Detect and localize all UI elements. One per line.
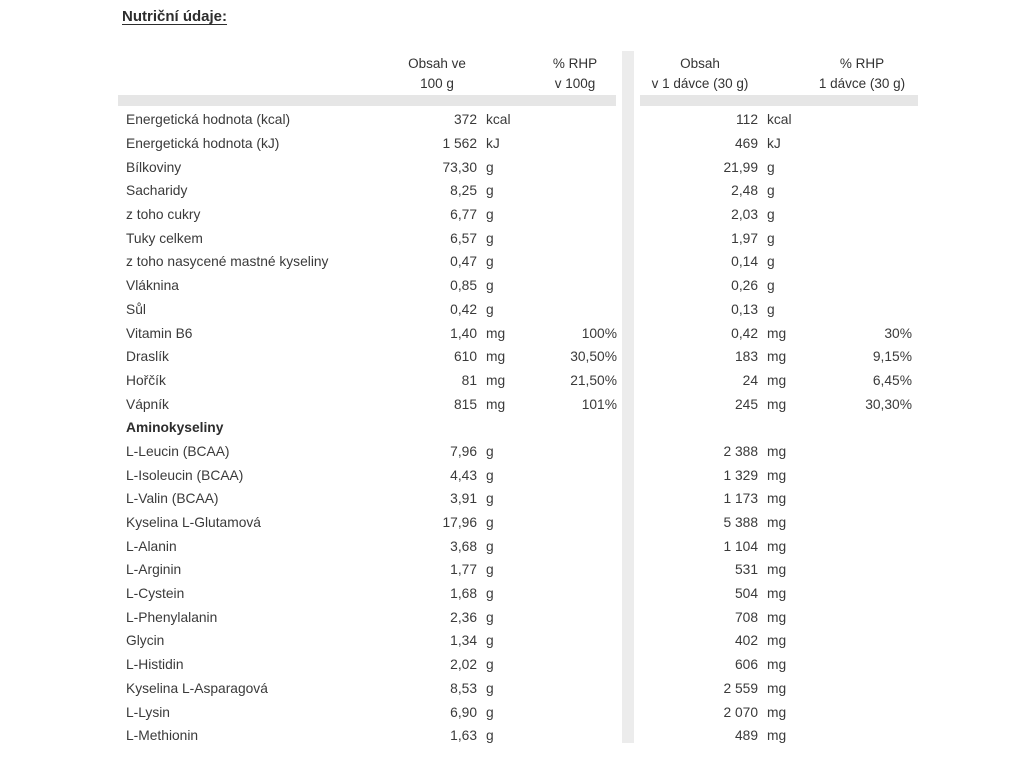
unit-per-serving: mg xyxy=(767,680,787,696)
unit-per-100g: g xyxy=(486,491,494,507)
unit-per-serving: g xyxy=(767,159,775,175)
table-row xyxy=(118,724,918,748)
table-row xyxy=(118,440,918,464)
row-label: Energetická hodnota (kJ) xyxy=(126,136,280,152)
value-per-serving: 0,42 xyxy=(731,325,758,341)
unit-per-serving: mg xyxy=(767,633,787,649)
table-row xyxy=(118,108,918,132)
unit-per-serving: mg xyxy=(767,538,787,554)
pct-rhp-per-100g: 30,50% xyxy=(570,349,617,365)
unit-per-serving: mg xyxy=(767,728,787,744)
unit-per-serving: mg xyxy=(767,467,787,483)
value-per-100g: 0,42 xyxy=(450,301,477,317)
value-per-100g: 1,63 xyxy=(450,728,477,744)
value-per-100g: 6,77 xyxy=(450,207,477,223)
table-rows xyxy=(118,108,918,748)
row-label: Tuky celkem xyxy=(126,230,203,246)
table-row xyxy=(118,511,918,535)
row-label: Kyselina L-Asparagová xyxy=(126,680,268,696)
pct-rhp-per-100g: 100% xyxy=(581,325,617,341)
row-label: L-Leucin (BCAA) xyxy=(126,443,230,459)
row-label: z toho cukry xyxy=(126,207,201,223)
unit-per-100g: g xyxy=(486,183,494,199)
unit-per-serving: g xyxy=(767,278,775,294)
row-label: Bílkoviny xyxy=(126,159,182,175)
value-per-100g: 815 xyxy=(453,396,477,412)
unit-per-serving: mg xyxy=(767,657,787,673)
row-label: Sůl xyxy=(126,301,146,317)
value-per-serving: 0,14 xyxy=(731,254,758,270)
table-row xyxy=(118,179,918,203)
value-per-100g: 4,43 xyxy=(450,467,477,483)
table-row xyxy=(118,155,918,179)
table-row xyxy=(118,203,918,227)
page-title: Nutriční údaje: xyxy=(122,8,228,25)
row-label: L-Valin (BCAA) xyxy=(126,491,219,507)
unit-per-100g: g xyxy=(486,443,494,459)
value-per-serving: 112 xyxy=(736,112,758,128)
row-label: Kyselina L-Glutamová xyxy=(126,515,261,531)
header-line: 100 g xyxy=(420,76,454,91)
unit-per-100g: kJ xyxy=(486,136,500,152)
value-per-100g: 1,68 xyxy=(450,586,477,602)
value-per-serving: 402 xyxy=(734,633,758,649)
row-label: L-Phenylalanin xyxy=(126,609,218,625)
table-row xyxy=(118,392,918,416)
unit-per-serving: kJ xyxy=(767,136,781,152)
header-line: % RHP xyxy=(839,56,885,71)
unit-per-serving: mg xyxy=(767,704,787,720)
unit-per-100g: g xyxy=(486,728,494,744)
table-row xyxy=(118,226,918,250)
column-divider xyxy=(622,51,634,743)
value-per-serving: 531 xyxy=(734,562,758,578)
header-line: 1 dávce (30 g) xyxy=(818,76,906,91)
value-per-serving: 469 xyxy=(734,136,758,152)
header-separator-right xyxy=(640,95,918,106)
unit-per-serving: mg xyxy=(767,349,787,365)
unit-per-serving: mg xyxy=(767,609,787,625)
unit-per-100g: g xyxy=(486,159,494,175)
unit-per-100g: g xyxy=(486,207,494,223)
value-per-serving: 5 388 xyxy=(723,515,758,531)
pct-rhp-per-100g: 101% xyxy=(581,396,617,412)
value-per-100g: 3,68 xyxy=(450,538,477,554)
header-separator-left xyxy=(118,95,616,106)
unit-per-serving: g xyxy=(767,254,775,270)
unit-per-100g: g xyxy=(486,278,494,294)
value-per-serving: 2 070 xyxy=(723,704,758,720)
unit-per-100g: g xyxy=(486,609,494,625)
table-row xyxy=(118,298,918,322)
value-per-100g: 1,40 xyxy=(450,325,477,341)
unit-per-100g: g xyxy=(486,562,494,578)
value-per-serving: 0,13 xyxy=(731,301,758,317)
table-row xyxy=(118,605,918,629)
value-per-serving: 1 329 xyxy=(723,467,758,483)
row-label: Aminokyseliny xyxy=(126,420,224,436)
table-row xyxy=(118,463,918,487)
row-label: L-Arginin xyxy=(126,562,182,578)
unit-per-100g: g xyxy=(486,515,494,531)
value-per-serving: 183 xyxy=(734,349,758,365)
table-row xyxy=(118,653,918,677)
unit-per-100g: g xyxy=(486,254,494,270)
unit-per-100g: g xyxy=(486,230,494,246)
pct-rhp-per-100g: 21,50% xyxy=(570,372,617,388)
row-label: Energetická hodnota (kcal) xyxy=(126,112,291,128)
value-per-100g: 0,85 xyxy=(450,278,477,294)
unit-per-serving: kcal xyxy=(767,112,792,128)
unit-per-100g: g xyxy=(486,586,494,602)
table-row xyxy=(118,250,918,274)
unit-per-serving: g xyxy=(767,230,775,246)
table-row xyxy=(118,534,918,558)
unit-per-100g: g xyxy=(486,301,494,317)
unit-per-serving: mg xyxy=(767,562,787,578)
header-line: % RHP xyxy=(552,56,598,71)
value-per-100g: 6,57 xyxy=(450,230,477,246)
value-per-100g: 73,30 xyxy=(442,159,477,175)
row-label: Vitamin B6 xyxy=(126,325,193,341)
value-per-serving: 245 xyxy=(734,396,758,412)
value-per-100g: 8,53 xyxy=(450,680,477,696)
unit-per-100g: g xyxy=(486,538,494,554)
row-label: L-Alanin xyxy=(126,538,177,554)
unit-per-100g: mg xyxy=(486,372,506,388)
pct-rhp-per-serving: 6,45% xyxy=(872,372,912,388)
unit-per-serving: mg xyxy=(767,443,787,459)
value-per-serving: 2,03 xyxy=(731,207,758,223)
value-per-serving: 2 559 xyxy=(723,680,758,696)
row-label: L-Histidin xyxy=(126,657,184,673)
unit-per-serving: mg xyxy=(767,372,787,388)
row-label: Sacharidy xyxy=(126,183,188,199)
nutrition-table xyxy=(118,50,918,750)
value-per-100g: 17,96 xyxy=(442,515,477,531)
column-header-content-per-serving xyxy=(610,54,790,94)
value-per-serving: 1 173 xyxy=(723,491,758,507)
value-per-100g: 7,96 xyxy=(450,443,477,459)
unit-per-100g: mg xyxy=(486,349,506,365)
value-per-100g: 1,34 xyxy=(450,633,477,649)
value-per-serving: 2,48 xyxy=(731,183,758,199)
row-label: Vápník xyxy=(126,396,169,412)
header-line: v 1 dávce (30 g) xyxy=(651,76,749,91)
header-line: v 100g xyxy=(554,76,596,91)
unit-per-100g: g xyxy=(486,704,494,720)
value-per-serving: 504 xyxy=(734,586,758,602)
unit-per-serving: mg xyxy=(767,586,787,602)
row-label: z toho nasycené mastné kyseliny xyxy=(126,254,329,270)
row-label: Draslík xyxy=(126,349,169,365)
value-per-100g: 372 xyxy=(453,112,477,128)
table-row xyxy=(118,629,918,653)
unit-per-100g: g xyxy=(486,657,494,673)
header-line: Obsah xyxy=(680,56,720,71)
value-per-100g: 81 xyxy=(461,372,477,388)
value-per-100g: 2,02 xyxy=(450,657,477,673)
column-header-rhp-per-serving xyxy=(772,54,952,94)
unit-per-serving: g xyxy=(767,301,775,317)
table-row xyxy=(118,369,918,393)
unit-per-serving: mg xyxy=(767,515,787,531)
row-label: Glycin xyxy=(126,633,165,649)
value-per-serving: 1,97 xyxy=(731,230,758,246)
table-row xyxy=(118,582,918,606)
unit-per-serving: mg xyxy=(767,396,787,412)
row-label: L-Methionin xyxy=(126,728,199,744)
row-label: L-Isoleucin (BCAA) xyxy=(126,467,244,483)
row-label: Vláknina xyxy=(126,278,179,294)
table-row xyxy=(118,321,918,345)
table-row xyxy=(118,132,918,156)
unit-per-100g: g xyxy=(486,680,494,696)
table-row xyxy=(118,416,918,440)
unit-per-serving: g xyxy=(767,183,775,199)
value-per-serving: 1 104 xyxy=(723,538,758,554)
unit-per-serving: mg xyxy=(767,491,787,507)
pct-rhp-per-serving: 30% xyxy=(884,325,912,341)
table-row xyxy=(118,274,918,298)
pct-rhp-per-serving: 30,30% xyxy=(865,396,912,412)
value-per-serving: 21,99 xyxy=(723,159,758,175)
value-per-100g: 6,90 xyxy=(450,704,477,720)
value-per-serving: 708 xyxy=(734,609,758,625)
row-label: L-Cystein xyxy=(126,586,185,602)
value-per-serving: 489 xyxy=(734,728,758,744)
value-per-serving: 24 xyxy=(742,372,758,388)
value-per-100g: 3,91 xyxy=(450,491,477,507)
unit-per-100g: g xyxy=(486,467,494,483)
table-row xyxy=(118,487,918,511)
value-per-100g: 1 562 xyxy=(442,136,477,152)
unit-per-100g: mg xyxy=(486,325,506,341)
value-per-100g: 8,25 xyxy=(450,183,477,199)
value-per-100g: 610 xyxy=(453,349,477,365)
table-row xyxy=(118,558,918,582)
value-per-serving: 2 388 xyxy=(723,443,758,459)
table-row xyxy=(118,677,918,701)
unit-per-100g: g xyxy=(486,633,494,649)
value-per-100g: 0,47 xyxy=(450,254,477,270)
unit-per-100g: kcal xyxy=(486,112,511,128)
row-label: Hořčík xyxy=(126,372,166,388)
header-line: Obsah ve xyxy=(408,56,466,71)
table-row xyxy=(118,700,918,724)
column-header-content-per-100g xyxy=(357,54,517,94)
unit-per-100g: mg xyxy=(486,396,506,412)
value-per-serving: 606 xyxy=(734,657,758,673)
value-per-100g: 1,77 xyxy=(450,562,477,578)
table-row xyxy=(118,345,918,369)
value-per-100g: 2,36 xyxy=(450,609,477,625)
value-per-serving: 0,26 xyxy=(731,278,758,294)
pct-rhp-per-serving: 9,15% xyxy=(872,349,912,365)
row-label: L-Lysin xyxy=(126,704,170,720)
unit-per-serving: g xyxy=(767,207,775,223)
unit-per-serving: mg xyxy=(767,325,787,341)
